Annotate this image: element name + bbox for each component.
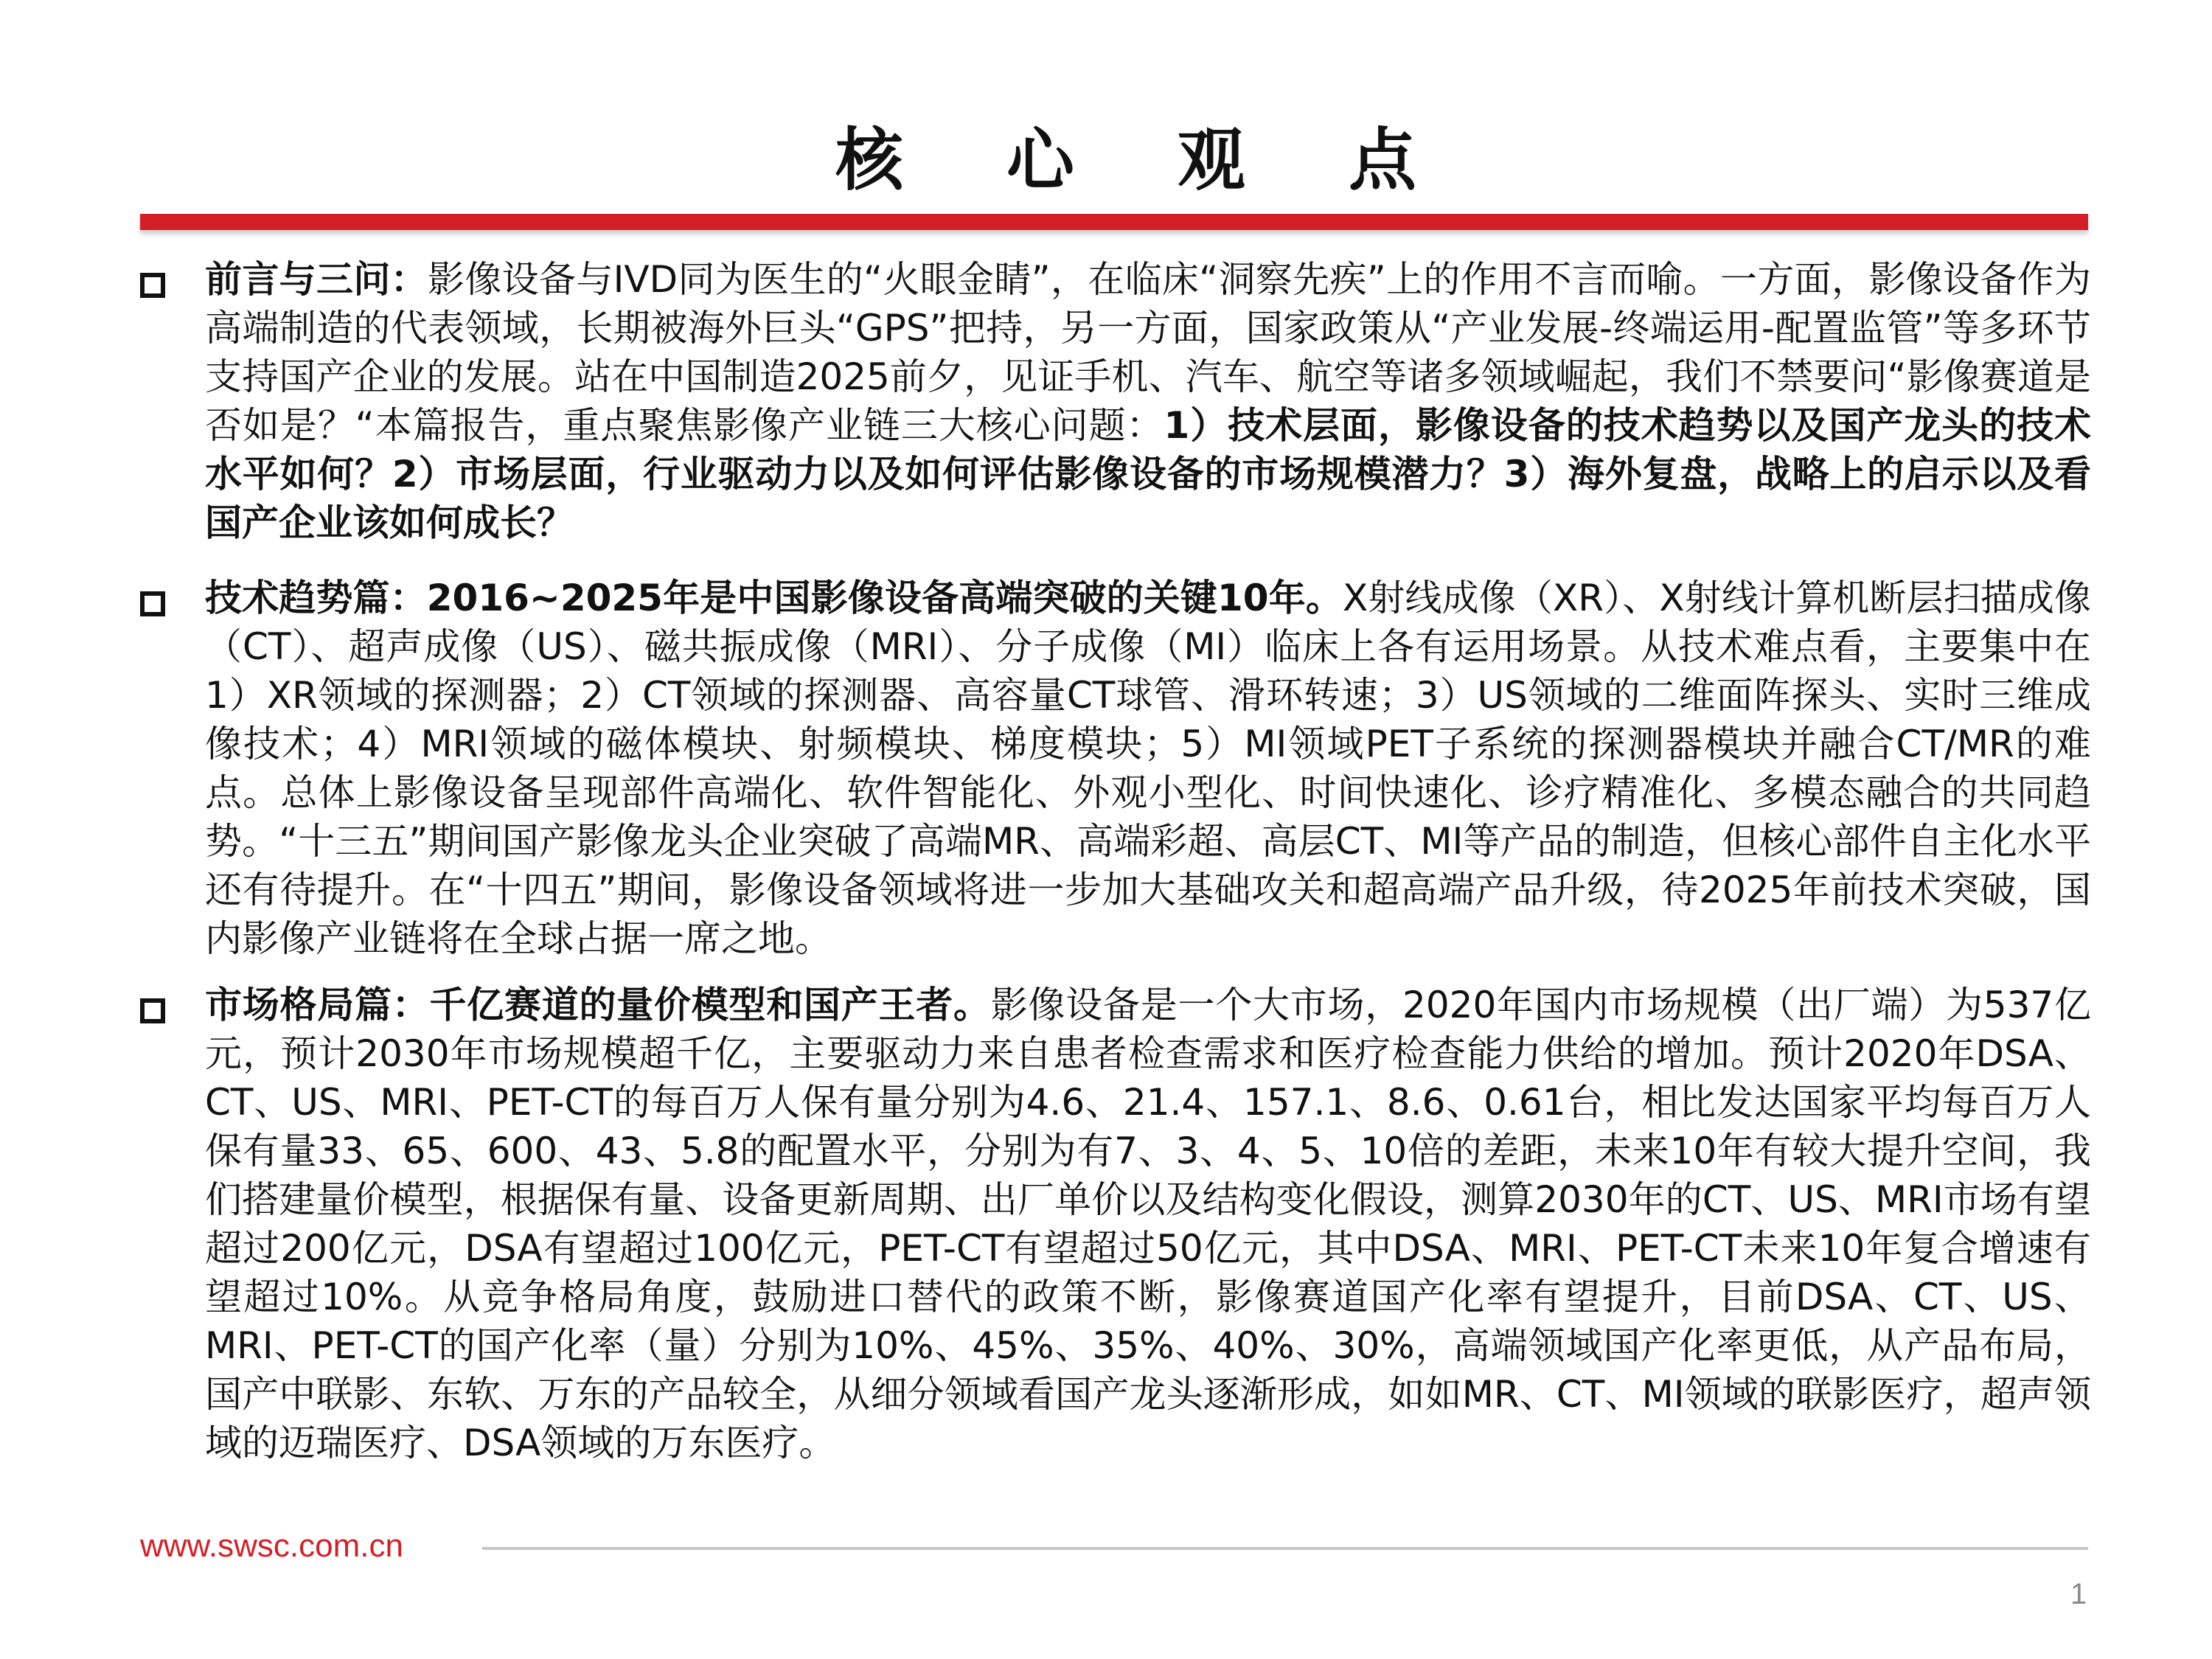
section-text	[205, 255, 2091, 547]
title-divider-bar	[140, 214, 2088, 230]
section-heading: 前言与三问：	[205, 258, 428, 301]
section-text	[205, 981, 2091, 1467]
square-bullet-icon	[140, 591, 165, 616]
section-body: X射线成像（XR）、X射线计算机断层扫描成像（CT）、超声成像（US）、磁共振成像（MRI）、分子成像（MI）临床上各有运用场景。从技术难点看，主要集中在1）XR领域的探测器；2）CT领域的探测器、高容量CT球管、滑环转速；3）US领域的二维面阵探头、实时三维成像技术；4）MRI领域的磁体模块、射频模块、梯度模块；5）MI领域PET子系统的探测器模块并融合CT/MR的难点。总体上影像设备呈现部件高端化、软件智能化、外观小型化、时间快速化、诊疗精准化、多模态融合的共同趋势。“十三五”期间国产影像龙头企业突破了高端MR、高端彩超、高层CT、MI等产品的制造，但核心部件自主化水平还有待提升。在“十四五”期间，影像设备领域将进一步加大基础攻关和超高端产品升级，待2025年前技术突破，国内影像产业链将在全球占据一席之地。	[205, 577, 2092, 960]
section-body: 影像设备是一个大市场，2020年国内市场规模（出厂端）为537亿元，预计2030年市场规模超千亿，主要驱动力来自患者检查需求和医疗检查能力供给的增加。预计2020年DSA、CT、US、MRI、PET-CT的每百万人保有量分别为4.6、21.4、157.1、8.6、0.61台，相比发达国家平均每百万人保有量33、65、600、43、5.8的配置水平，分别为有7、3、4、5、10倍的差距，未来10年有较大提升空间，我们搭建量价模型，根据保有量、设备更新周期、出厂单价以及结构变化假设，测算2030年的CT、US、MRI市场有望超过200亿元，DSA有望超过100亿元，PET-CT有望超过50亿元，其中DSA、MRI、PET-CT未来10年复合增速有望超过10%。从竞争格局角度，鼓励进口替代的政策不断，影像赛道国产化率有望提升，目前DSA、CT、US、MRI、PET-CT的国产化率（量）分别为10%、45%、35%、40%、30%，高端领域国产化率更低，从产品布局，国产中联影、东软、万东的产品较全，从细分领域看国产龙头逐渐形成，如如MR、CT、MI领域的联影医疗，超声领域的迈瑞医疗、DSA领域的万东医疗。	[205, 984, 2091, 1464]
square-bullet-icon	[140, 273, 165, 298]
page-number: 1	[2070, 1578, 2087, 1610]
section-intro	[140, 255, 2101, 547]
section-bold-tail: 1）技术层面，影像设备的技术趋势以及国产龙头的技术水平如何？2）市场层面，行业驱动力以及如何评估影像设备的市场规模潜力？3）海外复盘，战略上的启示以及看国产企业该如何成长？	[205, 404, 2091, 544]
page-title: 核 心 观 点	[835, 121, 1457, 200]
footer-website-link[interactable]: www.swsc.com.cn	[140, 1528, 403, 1564]
section-text	[205, 574, 2091, 963]
section-tech-trend	[140, 574, 2101, 963]
section-market	[140, 981, 2101, 1467]
section-heading: 技术趋势篇：2016~2025年是中国影像设备高端突破的关键10年。	[205, 577, 1343, 619]
section-heading: 市场格局篇：千亿赛道的量价模型和国产王者。	[205, 984, 991, 1026]
square-bullet-icon	[140, 998, 165, 1023]
footer-divider	[482, 1547, 2088, 1550]
section-body: 影像设备与IVD同为医生的“火眼金睛”，在临床“洞察先疾”上的作用不言而喻。一方面，影像设备作为高端制造的代表领域，长期被海外巨头“GPS”把持，另一方面，国家政策从“产业发展-终端运用-配置监管”等多环节支持国产企业的发展。站在中国制造2025前夕，见证手机、汽车、航空等诸多领域崛起，我们不禁要问“影像赛道是否如是？“本篇报告，重点聚焦影像产业链三大核心问题：	[205, 258, 2092, 447]
